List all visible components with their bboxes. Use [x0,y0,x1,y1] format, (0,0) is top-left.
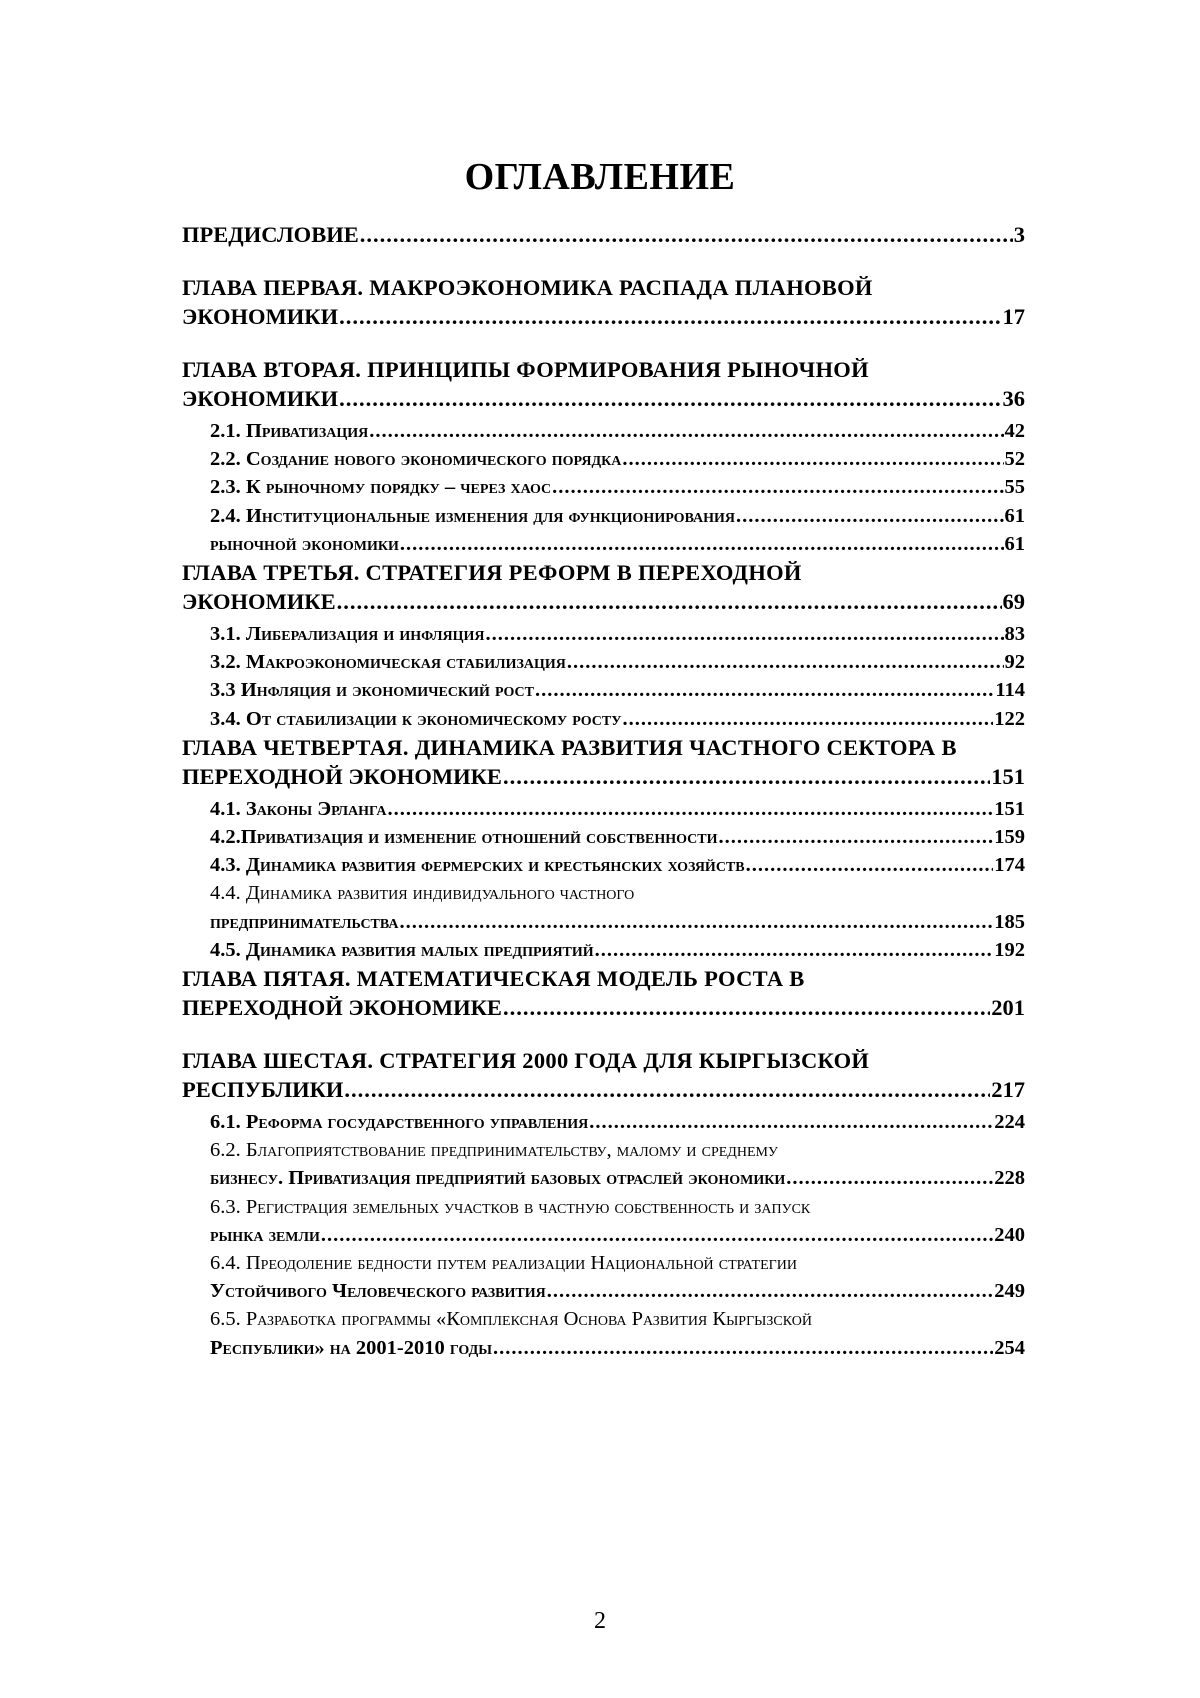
chapter-label: ЭКОНОМИКИ [182,304,339,329]
section-label: 3.3 Инфляция и экономический рост [210,679,534,702]
dot-leader [344,1075,990,1104]
chapter-label: РЕСПУБЛИКИ [182,1077,344,1103]
section-label: 4.3. Динамика развития фермерских и крестьянских хозяйств [210,854,745,877]
section-row [210,1221,1025,1249]
section-page-number: 174 [994,854,1025,877]
chapter-page-number: 17 [1002,304,1025,329]
chapter-row [182,1075,1025,1104]
chapter-row [182,384,1025,413]
toc-chapter-entry [182,355,1025,558]
toc-section-entry [182,823,1025,851]
section-row [210,502,1025,530]
dot-leader [623,705,994,733]
dot-leader [736,502,1003,530]
toc-section-entry [182,445,1025,473]
section-label: 3.2. Макроэкономическая стабилизация [210,651,566,674]
chapter-label: ПЕРЕХОДНОЙ ЭКОНОМИКЕ [182,763,502,789]
toc-section-entry [182,795,1025,823]
toc-section-entry [182,530,1025,558]
dot-leader [535,676,994,704]
page-title: ОГЛАВЛЕНИЕ [464,156,736,198]
section-row [210,648,1025,676]
toc-section-entry [182,648,1025,676]
section-label: Республики» на 2001-2010 годы [210,1336,492,1359]
section-page-number: 228 [994,1167,1025,1190]
dot-leader [337,587,1002,616]
section-title-line: 6.3. Регистрация земельных участков в частную собственность и запуск [210,1195,811,1218]
section-label: рынка земли [210,1223,320,1246]
dot-leader [503,762,990,791]
dot-leader [567,648,1004,676]
chapter-row [182,220,1025,249]
chapter-label: ЭКОНОМИКЕ [182,589,336,615]
toc-section-entry [182,620,1025,648]
section-title-line: 6.5. Разработка программы «Комплексная Основа Развития Кыргызской [210,1308,812,1331]
chapter-row [182,993,1025,1022]
section-title-line: 6.2. Благоприятствование предпринимательству, малому и среднему [210,1139,778,1162]
toc-section-entry [182,502,1025,530]
section-label: 2.2. Создание нового экономического порядка [210,448,622,471]
section-page-number: 159 [994,826,1025,849]
dot-leader [369,417,1003,445]
section-row [210,1334,1025,1362]
dot-leader [399,908,993,936]
section-label: бизнесу. Приватизация предприятий базовых отраслей экономики [210,1167,786,1190]
section-list [182,1108,1025,1362]
section-row [210,705,1025,733]
section-page-number: 83 [1004,623,1025,646]
section-label: 3.4. От стабилизации к экономическому росту [210,707,622,730]
chapter-row [182,762,1025,791]
dot-leader [339,384,1001,413]
section-row [210,1108,1025,1136]
section-label: 4.1. Законы Эрланга [210,797,387,820]
chapter-title-line: ГЛАВА ТРЕТЬЯ. СТРАТЕГИЯ РЕФОРМ В ПЕРЕХОДНОЙ [182,560,802,586]
section-page-number: 192 [994,938,1025,961]
section-row [210,473,1025,501]
section-label: предпринимательства [210,910,399,933]
section-row [210,851,1025,879]
section-page-number: 61 [1004,532,1025,555]
chapter-page-number: 69 [1002,589,1025,615]
chapter-page-number: 201 [991,995,1025,1021]
chapter-page-number: 217 [991,1077,1025,1103]
section-row [210,620,1025,648]
section-page-number: 114 [995,679,1025,702]
chapter-title-line: ГЛАВА ВТОРАЯ. ПРИНЦИПЫ ФОРМИРОВАНИЯ РЫНОЧНОЙ [182,357,869,382]
chapter-row [182,302,1025,331]
dot-leader [622,445,1003,473]
section-label: рыночной экономики [210,532,399,555]
section-page-number: 52 [1004,448,1025,471]
section-row [210,795,1025,823]
section-row [210,823,1025,851]
dot-leader [339,302,1001,331]
section-page-number: 122 [994,707,1025,730]
chapter-row [182,587,1025,616]
dot-leader [388,795,994,823]
section-page-number: 151 [994,797,1025,820]
section-label: 2.4. Институциональные изменения для функционирования [210,504,736,527]
section-page-number: 92 [1004,651,1025,674]
section-label: 4.2.Приватизация и изменение отношений собственности [210,826,718,849]
toc-section-entry [182,676,1025,704]
section-row [210,908,1025,936]
toc-section-entry [182,473,1025,501]
toc-section-entry [182,705,1025,733]
section-page-number: 61 [1004,504,1025,527]
toc-section-entry [182,1249,1025,1305]
section-page-number: 42 [1004,420,1025,442]
chapter-title-line: ГЛАВА ПЕРВАЯ. МАКРОЭКОНОМИКА РАСПАДА ПЛАНОВОЙ [182,275,873,300]
toc-section-entry [182,936,1025,964]
toc-section-entry [182,417,1025,445]
section-list [182,417,1025,558]
section-list [182,795,1025,964]
section-row [210,417,1025,445]
dot-leader [719,823,994,851]
toc-section-entry [182,1305,1025,1361]
toc-chapter-entry [182,220,1025,249]
dot-leader [503,993,990,1022]
section-row [210,445,1025,473]
chapter-label: ЭКОНОМИКИ [182,386,339,411]
section-label: 4.5. Динамика развития малых предприятий [210,938,594,961]
chapter-title-line: ГЛАВА ШЕСТАЯ. СТРАТЕГИЯ 2000 ГОДА ДЛЯ КЫРГЫЗСКОЙ [182,1048,870,1074]
section-label: 6.1. Реформа государственного управления [210,1111,589,1134]
section-page-number: 240 [994,1223,1025,1246]
chapter-title-line: ГЛАВА ЧЕТВЕРТАЯ. ДИНАМИКА РАЗВИТИЯ ЧАСТНОГО СЕКТОРА В [182,734,957,760]
dot-leader [400,530,1004,558]
chapter-page-number: 3 [1013,222,1025,247]
chapter-page-number: 151 [991,763,1025,789]
section-page-number: 55 [1004,476,1025,499]
toc-section-entry [182,1108,1025,1136]
dot-leader [595,936,994,964]
section-page-number: 185 [994,910,1025,933]
dot-leader [360,220,1013,249]
toc-section-entry [182,1136,1025,1192]
dot-leader [486,620,1004,648]
section-label: 3.1. Либерализация и инфляция [210,623,485,646]
section-page-number: 224 [994,1111,1025,1134]
toc-chapter-entry [182,733,1025,964]
section-list [182,620,1025,733]
dot-leader [552,473,1003,501]
section-label: Устойчивого Человеческого развития [210,1280,546,1303]
section-row [210,1277,1025,1305]
section-page-number: 254 [994,1336,1025,1359]
chapter-page-number: 36 [1002,386,1025,411]
chapter-label: ПРЕДИСЛОВИЕ [182,222,359,247]
dot-leader [746,851,994,879]
section-row [210,676,1025,704]
dot-leader [786,1164,993,1192]
dot-leader [321,1221,993,1249]
toc-chapter-entry [182,1046,1025,1362]
section-label: 2.3. К рыночному порядку – через хаос [210,476,552,499]
page-number: 2 [594,1608,606,1634]
toc-chapter-entry [182,558,1025,733]
toc-chapter-entry [182,273,1025,331]
section-row [210,936,1025,964]
dot-leader [493,1334,993,1362]
section-row [210,530,1025,558]
dot-leader [547,1277,994,1305]
toc-section-entry [182,1193,1025,1249]
section-title-line: 6.4. Преодоление бедности путем реализации Национальной стратегии [210,1252,797,1275]
section-page-number: 249 [994,1280,1025,1303]
table-of-contents [182,220,1025,1362]
chapter-title-line: ГЛАВА ПЯТАЯ. МАТЕМАТИЧЕСКАЯ МОДЕЛЬ РОСТА В [182,966,805,992]
toc-section-entry [182,851,1025,879]
toc-chapter-entry [182,964,1025,1022]
chapter-label: ПЕРЕХОДНОЙ ЭКОНОМИКЕ [182,995,502,1021]
toc-section-entry [182,879,1025,935]
section-label: 2.1. Приватизация [210,420,369,442]
section-title-line: 4.4. Динамика развития индивидуального частного [210,882,635,905]
section-row [210,1164,1025,1192]
dot-leader [589,1108,993,1136]
